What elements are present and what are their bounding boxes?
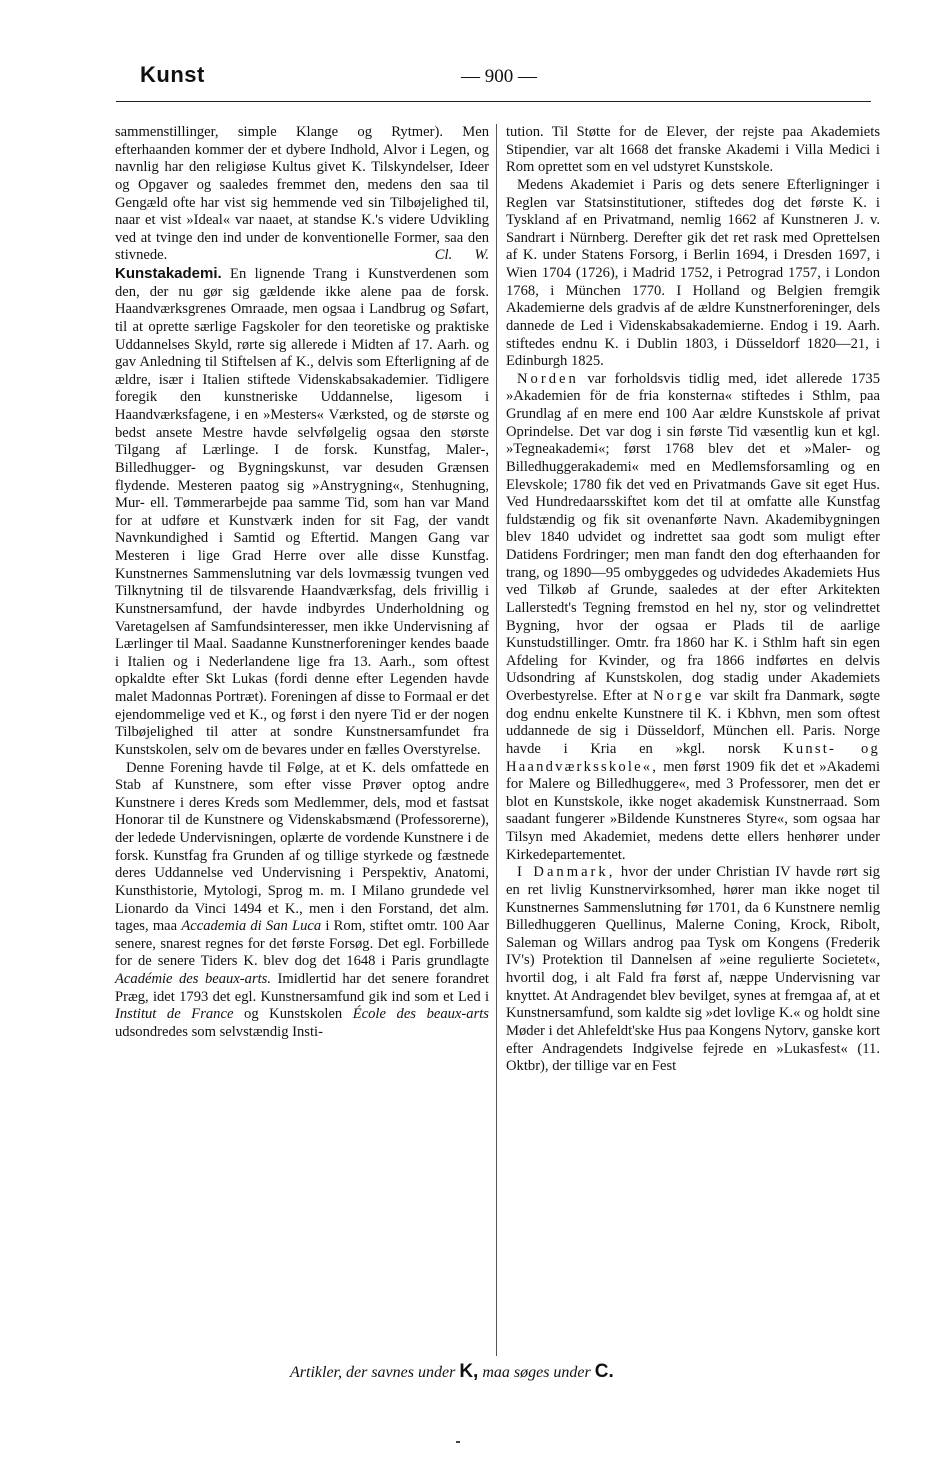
paragraph: [506, 371, 880, 865]
italic-term: École des beaux-arts: [352, 1006, 489, 1023]
paragraph-text: Imidlertid har det senere forandret Præg, idet 1793 det egl. Kunstnersamfund gik ind som et Led i: [115, 971, 489, 1005]
article-kunst-ending: [115, 124, 489, 265]
footer-text: maa søges under: [482, 1364, 591, 1381]
author-signature: Cl. W.: [434, 247, 489, 264]
paragraph: [506, 124, 880, 177]
running-head-word: Kunst: [140, 62, 205, 87]
paragraph: [115, 760, 489, 1042]
paragraph-text: i Rom, stiftet omtr. 100 Aar senere, snarest regnes for det første Forsøg. Det egl. Forbillede for de senere Tiders K. blev dog det 1648 i Paris grundlagte: [115, 918, 490, 970]
paragraph: [506, 177, 880, 371]
column-divider: [496, 124, 497, 1356]
paragraph: [506, 864, 880, 1076]
paragraph-text: og Kunstskolen: [244, 1006, 343, 1023]
right-column: [506, 124, 880, 1076]
paragraph-text: En lignende Trang i Kunstverdenen som den, der nu gør sig gældende ikke alene paa de forsk. Haandværksgrenes Omraade, men ogsaa i Landbrug og Søfart, til at oprette særlige Fagskoler for den teoretiske og praktiske Uddannelses Skyld, rørte sig allerede i Midten af 17. Aarh. og gav Anledning til Stiftelsen af K., delvis som Efterligning af de ældre, især i Italien stiftede Videnskabsakademier. Tidligere foregik den kunstneriske Uddannelse, ligesom i Haandværksfagene, i en »Mesters« Værksted, og de største og bedst ansete Mestre havde selvfølgelig ogsaa den største Tilgang af Lærlinge. I de forsk. Kunstfag, Maler-, Billedhugger- og Bygningskunst, var desuden Grænsen flydende. Mesteren paatog sig »Anstrygning«, Stenhugning, Mur- ell. Tømmerarbejde paa samme Tid, som han var Mand for at udføre et Kunstværk inden for sit Fag, der vandt Navnkundighed i Samtid og Eftertid. Mangen Gang var Mesteren i lige Grad Herre over alle disse Kunstfag. Kunstnernes Sammenslutning var dels lovmæssig tvungen ved Tilknytning til de tilsvarende Haandværksfag, dels frivillig i Kunstnersamfund, der havde indbyrdes Underholdning og Varetagelsen af Samfundsinteresser, men ikke Undervisning af Lærlinger til Maal. Saadanne Kunstnerforeninger kendes baade i Italien og i Nederlandene lige fra 13. Aarh., som oftest opkaldte efter Skt Lukas (fordi denne efter Legenden havde malet Madonnas Portræt). Foreningen af disse to Formaal er det ejendommelige ved et K., og først i den nyere Tid er der nogen Tilbøjelighed til atter at sondre Kunstnersamfundet fra Kunstskolen, selv om de bevares under en fælles Overstyrelse.: [115, 266, 489, 758]
spaced-term: Norge: [653, 688, 705, 704]
italic-term: Académie des beaux-arts.: [115, 971, 272, 987]
entry-headword: Kunstakademi.: [115, 265, 222, 282]
footer-letter-c: C.: [594, 1361, 614, 1382]
spaced-term: Kunst- og Haandværksskole«,: [506, 740, 880, 775]
paragraph-text: var forholdsvis tidlig med, idet allerede 1735 »Akademien för de fria konsterna« stiftedes i Sthlm, paa Grundlag af en mere end 100 Aar ældre Kunstskole af privat Oprindelse. Det var dog i sin første Tid væsentlig kun et kgl. »Tegneakademi«; først 1768 blev det et »Maler- og Billedhuggerakademi« med en Medlemsforsamling og en Elevskole; 1780 fik det ved en Privatmands Gave sit eget Hus. Ved Hundredaarsskiftet kom det til at omfatte alle Kunstfag fuldstændig og fik sit ovenanførte Navn. Akademibygningen blev 1840 udvidet og indrettet saa godt som muligt efter Datidens Fordringer; men man fandt den dog efterhaanden for trang, og 1890—95 ombyggedes og udvidedes Akademiets Hus ved Tilkøb af Grunde, saaledes at der efter Arkitekten Lallerstedt's Tegning fremstod en hel ny, stor og velindrettet Bygning, hvor der ogsaa er Plads til de aarlige Kunstudstillinger. Omtr. fra 1860 har K. i Sthlm haft sin egen Afdeling for Kvinder, og fra 1866 indførtes en delvis Udsondring af Kunstskolen, dog stadig under Akademiets Overbestyrelse. Efter at: [506, 370, 881, 704]
paragraph-text: hvor der under Christian IV havde rørt sig en ret livlig Kunstnervirksomhed, hører man ikke noget til Kunstnernes Sammenslutning før 1701, da 6 Kunstnere nemlig Billedhuggeren Quellinus, Malerne Coning, Krock, Ribolt, Saleman og Willars androg paa Tysk om Kongens (Frederik IV's) Protektion til Dannelsen af »eine regulierte Societet«, hvortil dog, i alt Fald fra først af, næppe Undervisning var knyttet. At Andragendet blev bevilget, synes at fremgaa af, at et Kunstnersamfund, som kaldte sig »det lovlige K.« og holdt sine Møder i det Ahlefeldt'ske Hus paa Kongens Nytorv, ganske kort efter Andragendets Indgivelse fejrede en »Lukasfest« (11. Oktbr), der tillige var en Fest: [506, 864, 880, 1075]
paragraph-text: tution. Til Støtte for de Elever, der rejste paa Akademiets Stipendier, var alt 1668 det franske Akademi i Villa Medici i Rom oprettet som en vel udstyret Kunstskole.: [506, 124, 880, 176]
paragraph-text: udsondredes som selvstændig Insti-: [115, 1023, 323, 1040]
header-rule: [116, 101, 871, 102]
page-number: — 900 —: [461, 66, 537, 87]
paragraph-text: Denne Forening havde til Følge, at et K. dels omfattede en Stab af Kunstnere, som efter visse Prøver optog andre Kunstnere i deres Kreds som Medlemmer, dels, mod et fastsat Honorar til de Kunstnere og Videnskabsmænd (Professorerne), der ledede Undervisningen, oplærte de vordende Kunstnere i de forsk. Kunstfag fra Grunden af og tillige styrkede og fæstnede deres Uddannelse ved Undervisning i Perspektiv, Anatomi, Kunsthistorie, Mytologi, Sprog m. m. I Milano grundede vel Lionardo da Vinci 1494 et K., men i den Forstand, det alm. tages, maa: [115, 759, 489, 935]
spaced-term: I Danmark,: [517, 864, 616, 881]
paragraph-text: var skilt fra Danmark, søgte dog endnu enkelte Kunstnere til K. i Kbhvn, men som oftest uddannede de sig i Düsseldorf, München ell. Paris. Norge havde i Kria en »kgl. norsk: [506, 688, 881, 757]
footer-note: [290, 1361, 710, 1383]
footer-letter-k: K,: [459, 1361, 479, 1382]
paragraph-text: Medens Akademiet i Paris og dets senere Efterligninger i Reglen var Statsinstitutioner, stiftedes dog det første K. i Tyskland af en Privatmand, nemlig 1662 af Kunstneren J. v. Sandrart i Nürnberg. Derefter gik det ret rask med Oprettelsen af K. under Statens Forsorg, i Berlin 1694, i Dresden 1697, i Wien 1704 (1726), i Madrid 1752, i Petrograd 1757, i London 1768, i München 1770. I Holland og Belgien fremgik Akademierne dels gradvis af de ældre Kunstnerforeninger, dels dannede de Led i Videnskabsakademierne. Endog i 19. Aarh. stiftedes endnu K. i Dublin 1803, i Düsseldorf 1820—21, i Edinburgh 1825.: [506, 176, 880, 370]
left-column: [115, 124, 489, 1042]
spaced-term: Norden: [517, 370, 579, 387]
footer-text: Artikler, der savnes under: [290, 1364, 456, 1381]
paragraph-text: men først 1909 fik det et »Akademi for Malere og Billedhuggere«, med 3 Professorer, men det er blot en Kunstskole, ikke noget akademisk Kunstnerraad. Som saadant fungerer »Bildende Kunstneres Styre«, som ogsaa har Tilsyn med Akademiet, medens dette ellers henhører under Kirkedepartementet.: [506, 758, 880, 863]
article-kunstakademi-start: [115, 265, 489, 760]
paragraph-text: sammenstillinger, simple Klange og Rytmer). Men efterhaanden kommer der et dybere Indhold, Alvor i Legen, og navnlig har den religiøse Kultus givet K. Tilskyndelser, Ideer og Opgaver og saaledes fremmet den, medens den saa til Gengæld ofte har vist sig hemmende ved sin Tilbøjelighed til, naar et vist »Ideal« var naaet, at standse K.'s videre Udvikling ved at tvinge den ind under de konventionelle Former, saa den stivnede.: [115, 124, 489, 264]
italic-term: Institut de France: [115, 1006, 234, 1023]
print-mark: [456, 1441, 460, 1443]
italic-term: Accademia di San Luca: [181, 918, 322, 935]
